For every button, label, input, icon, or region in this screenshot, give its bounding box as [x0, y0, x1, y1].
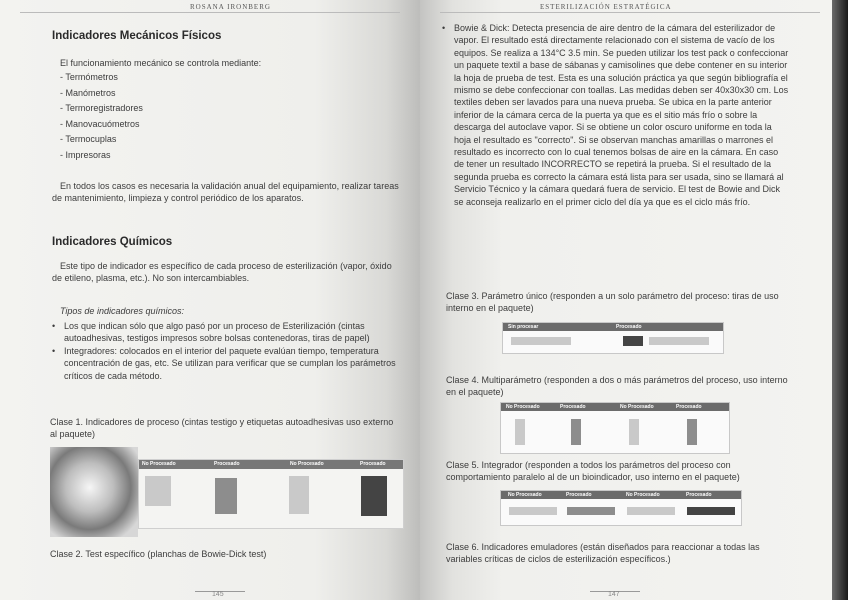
strip-sample [511, 337, 571, 345]
clase2-caption: Clase 2. Test específico (planchas de Bowie-Dick test) [50, 549, 267, 559]
list-item: • Integradores: colocados en el interior del paquete evalúan tiempo, temperatura concentración de gas, etc. Se utilizan para verificar que se cumplan los parámetros críticos de cada método. [52, 345, 404, 382]
right-page [420, 0, 832, 600]
bowie-dick-list [442, 22, 790, 208]
clase3-caption: Clase 3. Parámetro único (responden a un solo parámetro del proceso: tiras de uso interno en el paquete) [446, 291, 779, 314]
label-sample [289, 476, 309, 514]
list-item: - Impresoras [60, 149, 111, 160]
autoclave-photo [50, 447, 138, 537]
types-heading: Tipos de indicadores químicos: [60, 306, 184, 316]
label-procesado: Procesado [686, 492, 712, 498]
label-sample [361, 476, 387, 516]
clase3-figure [502, 322, 724, 354]
strip-sample [515, 419, 525, 445]
mechanical-note: En todos los casos es necesaria la validación anual del equipamiento, realizar tareas de mantenimiento, limpieza y control periódico de los aparatos. [52, 181, 399, 204]
strip-sample [567, 507, 615, 515]
clase4-figure [500, 402, 730, 454]
tape-samples [138, 459, 404, 529]
left-page [0, 0, 420, 600]
label-no-procesado: No Procesado [142, 461, 176, 467]
clase5-caption: Clase 5. Integrador (responden a todos los parámetros del proceso con comportamiento paralelo al de un bioindicador, uso interno en el paquete) [446, 460, 740, 483]
strip-sample [571, 419, 581, 445]
label-procesado: Procesado [214, 461, 240, 467]
header-rule [440, 12, 820, 13]
strip-sample [623, 336, 643, 346]
mechanical-list [60, 70, 380, 163]
section-title-chemical: Indicadores Químicos [52, 236, 173, 248]
label-sin-procesar: Sin procesar [508, 324, 539, 330]
label-sample [215, 478, 237, 514]
header-rule [20, 12, 400, 13]
label-procesado: Procesado [566, 492, 592, 498]
clase4-caption: Clase 4. Multiparámetro (responden a dos o más parámetros del proceso, uso interno en el paquete) [446, 375, 788, 398]
list-item: - Termocuplas [60, 134, 117, 144]
clase1-figure [50, 447, 402, 537]
running-head-right: ESTERILIZACIÓN ESTRATÉGICA [540, 3, 672, 11]
label-no-procesado: No Procesado [508, 492, 542, 498]
page-number: 147 [608, 591, 620, 598]
list-item: - Manómetros [60, 87, 116, 98]
list-item: - Manovacuómetros [60, 118, 140, 129]
page-number: 145 [212, 591, 224, 598]
label-no-procesado: No Procesado [626, 492, 660, 498]
label-procesado: Procesado [560, 404, 586, 410]
label-no-procesado: No Procesado [620, 404, 654, 410]
label-procesado: Procesado [676, 404, 702, 410]
types-list [52, 320, 404, 382]
label-no-procesado: No Procesado [290, 461, 324, 467]
strip-sample [649, 337, 709, 345]
label-procesado: Procesado [616, 324, 642, 330]
clase1-caption: Clase 1. Indicadores de proceso (cintas testigo y etiquetas autoadhesivas uso externo al paquete) [50, 417, 394, 440]
strip-sample [629, 419, 639, 445]
strip-sample [509, 507, 557, 515]
section-title-mechanical: Indicadores Mecánicos Físicos [52, 30, 222, 42]
chemical-intro: Este tipo de indicador es específico de cada proceso de esterilización (vapor, óxido de etileno, plasma, etc.). No son intercambiables. [52, 261, 392, 284]
strip-sample [627, 507, 675, 515]
mechanical-intro: El funcionamiento mecánico se controla mediante: [60, 58, 262, 68]
strip-sample [687, 419, 697, 445]
page-edge-shadow [832, 0, 848, 600]
clase6-caption: Clase 6. Indicadores emuladores (están diseñados para reaccionar a todas las variables críticas de ciclos de esterilización específicos.) [446, 542, 760, 565]
list-item: - Termómetros [60, 72, 118, 82]
label-procesado: Procesado [360, 461, 386, 467]
clase5-figure [500, 490, 742, 526]
label-sample [145, 476, 171, 506]
label-no-procesado: No Procesado [506, 404, 540, 410]
list-item: • Los que indican sólo que algo pasó por un proceso de Esterilización (cintas autoadhesivas, testigos impresos sobre bolsas contenedoras, tiras de papel) [52, 320, 404, 345]
strip-sample [687, 507, 735, 515]
bowie-dick-item: • Bowie & Dick: Detecta presencia de aire dentro de la cámara del esterilizador de vapor. El resultado está directamente relacionado con el sistema de vacío de los equipos. Se realiza a 134°C 3.5 min. Se pueden utilizar los test pack o confeccionar un paquete textil a base de sábanas y camisolines que debe contener en su interior la hoja de prueba de test. Esta es una solución práctica ya que según bibliografía el mismo se debe confeccionar con toallas. Las medidas deben ser 40x30x30 cm. Los textiles deben ser lavados para una nueva prueba. Se ubica en la parte anterior inferior de la cámara cerca de la puerta ya que es el sitio más frío o sobre la descarga del autoclave vapor. Si se obtiene un color oscuro uniforme en toda la hoja el resultado es "correcto". Si se observan manchas amarillas o marrones el resultado es incorrecto con lo cual tenemos bolsas de aire en la cámara. En caso de tener un resultado INCORRECTO se repetirá la prueba. Si el resultado de la segunda prueba es correcto la cámara está lista para ser usada, sino se llamará al Servicio Técnico y la cámara quedará fuera de servicio. El test de Bowie and Dick se aconseja realizarlo en el primer ciclo del día ya que es el ciclo más frío. [442, 22, 790, 208]
running-head-left: ROSANA IRONBERG [190, 3, 271, 11]
list-item: - Termoregistradores [60, 103, 143, 113]
